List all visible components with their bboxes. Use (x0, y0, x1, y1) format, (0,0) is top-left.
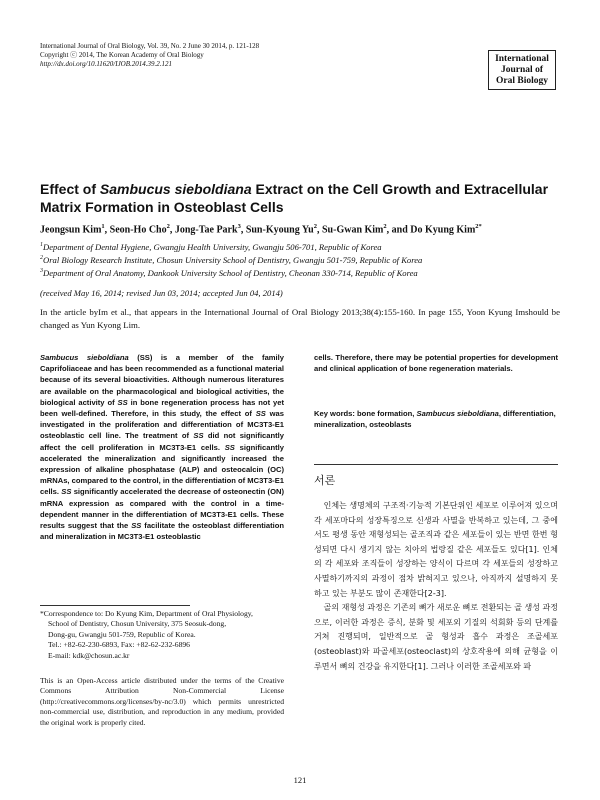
author-separator: , (169, 224, 175, 236)
author-affiliation-mark: 2 (166, 223, 170, 230)
author-separator: , (316, 224, 322, 236)
affiliation-number: 2 (40, 254, 43, 261)
keywords: Key words: bone formation, Sambucus sieboldiana, differentiation, mineralization, osteoblasts (314, 409, 558, 430)
affiliation-text: Oral Biology Research Institute, Chosun University School of Dentistry, Gwangju 501-759, Republic of Korea (43, 254, 423, 265)
author-name: Sun-Kyoung Yu (245, 224, 314, 236)
author-name: Jong-Tae Park (174, 224, 238, 236)
journal-box-line: International (495, 54, 549, 64)
author-separator: , (104, 224, 110, 236)
affiliation-number: 3 (40, 267, 43, 274)
corresp-line: Dong-gu, Gwangju 501-759, Republic of Korea. (48, 629, 196, 639)
author-separator: , and (386, 224, 411, 236)
correspondence-footnote (40, 609, 284, 661)
page-number: 121 (293, 775, 307, 785)
article-title: Effect of Sambucus sieboldiana Extract on the Cell Growth and Extracellular Matrix Formation in Osteoblast Cells (40, 181, 552, 215)
corresp-line: School of Dentistry, Chosun University, 375 Seosuk-dong, (48, 619, 227, 629)
affiliation-item (40, 253, 570, 266)
received-dates: (received May 16, 2014; revised Jun 03, 2014; accepted Jun 04, 2014) (40, 288, 283, 298)
author-separator: , (240, 224, 246, 236)
corresp-line: *Correspondence to: Do Kyung Kim, Department of Oral Physiology, (40, 609, 253, 618)
author-affiliation-mark: 2* (475, 223, 482, 230)
erratum-note: In the article byIm et al., that appears in the International Journal of Oral Biology 2013;38(4):155-160. In page 155, Yoon Kyung Imshould be changed as Yun Kyong Lim. (40, 307, 560, 330)
section-heading-introduction: 서론 (314, 474, 336, 487)
journal-logo-box (488, 50, 556, 90)
footnote-divider (40, 605, 190, 606)
affiliation-item (40, 266, 570, 279)
author-name: Jeongsun Kim (40, 224, 102, 236)
affiliation-list (40, 240, 570, 279)
affiliation-item (40, 240, 570, 253)
abstract-continued: cells. Therefore, there may be potential properties for development and clinical application of bone regeneration materials. (314, 353, 558, 374)
author-name: Su-Gwan Kim (321, 224, 384, 236)
abstract-text: Sambucus sieboldiana (SS) is a member of the family Caprifoliaceae and has been recommended as a functional material because of its several bioactivities. Although numerous literatures are available on the pharmacological and biological activities, the biological activity of SS in bone regeneration process has not yet been well-defined. Therefore, in this study, the effect of SS was investigated in the proliferation and differentiation of MC3T3-E1 osteoblastic cell line. The treatment of SS did not significantly affect the cell proliferation in MC3T3-E1 cells. SS significantly accelerated the mineralization and significantly increased the expression of alkaline phosphatase (ALP) and osteocalcin (OC) mRNAs, compared to the control, in the differentiation of MC3T3-E1 cells. SS significantly accelerated the decrease of osteonectin (ON) mRNA expression as compared with the control in a time-dependent manner in the differentiation of MC3T3-E1 cells. These results suggest that the SS facilitate the osteoblast differentiation and mineralization in MC3T3-E1 osteoblastic (40, 353, 287, 542)
journal-box-line: Oral Biology (496, 76, 548, 86)
author-affiliation-mark: 2 (313, 223, 317, 230)
author-affiliation-mark: 3 (237, 223, 241, 230)
author-list (40, 220, 570, 236)
author-name: Do Kyung Kim (410, 224, 476, 236)
corresp-email[interactable]: E-mail: kdk@chosun.ac.kr (48, 650, 130, 660)
section-divider (314, 464, 558, 465)
affiliation-text: Department of Oral Anatomy, Dankook University School of Dentistry, Cheonan 330-714, Republic of Korea (43, 267, 418, 278)
corresp-line: Tel.: +82-62-230-6893, Fax: +82-62-232-6896 (48, 640, 190, 650)
doi-link[interactable]: http://dx.doi.org/10.11620/IJOB.2014.39.2.121 (40, 60, 173, 68)
affiliation-text: Department of Dental Hygiene, Gwangju Health University, Gwangju 506-701, Republic of Korea (43, 241, 382, 252)
affiliation-number: 1 (40, 242, 43, 248)
author-name: Seon-Ho Cho (109, 224, 167, 236)
copyright-line: Copyright ⓒ 2014, The Korean Academy of Oral Biology (40, 51, 204, 59)
author-affiliation-mark: 1 (101, 223, 105, 230)
intro-paragraph: 인체는 생명체의 구조적·기능적 기본단위인 세포로 이루어져 있으며 각 세포마다의 성장특징으로 신생과 사멸을 반복하고 있는데, 그 중에서도 평생 동안 재형성되는 골조직과 같은 세포들이 있는 반면 한번 형성되면 다시 생기지 않는 치아의 법랑질 같은 세포들도 있다[1]. 인체의 각 세포와 조직들이 성장하는 양식이 다르며 각 세포들의 성장하고 사멸하기까지의 과정이 점차 밝혀지고 있으나, 아직까지 설명하지 못하고 있는 부분도 많이 존재한다[2-3]. (314, 501, 558, 598)
author-affiliation-mark: 2 (383, 223, 387, 230)
license-note: This is an Open-Access article distributed under the terms of the Creative Commons Attribution Non-Commercial License (http://creativecommons.org/licenses/by-nc/3.0) which permits unrestricted non-commercial use, distribution, and reproduction in any medium, provided the original work is properly cited. (40, 676, 284, 727)
introduction-body (314, 499, 558, 674)
intro-paragraph: 골의 재형성 과정은 기존의 뼈가 새로운 뼈로 전환되는 골 생성 과정으로, 이러한 과정은 증식, 분화 및 세포외 기질의 석회화 등의 단계를 거쳐 진행되며, 일반적으로 골 형성과 흡수 과정은 조골세포(osteoblast)와 파골세포(osteoclast)의 상호작용에 의해 균형을 이루면서 뼈의 건강을 유지한다[1]. 그러나 이러한 조골세포와 파 (314, 603, 558, 671)
journal-box-line: Journal of (501, 65, 543, 75)
journal-header-meta (40, 42, 380, 69)
journal-citation: International Journal of Oral Biology, Vol. 39, No. 2 June 30 2014, p. 121-128 (40, 42, 260, 50)
